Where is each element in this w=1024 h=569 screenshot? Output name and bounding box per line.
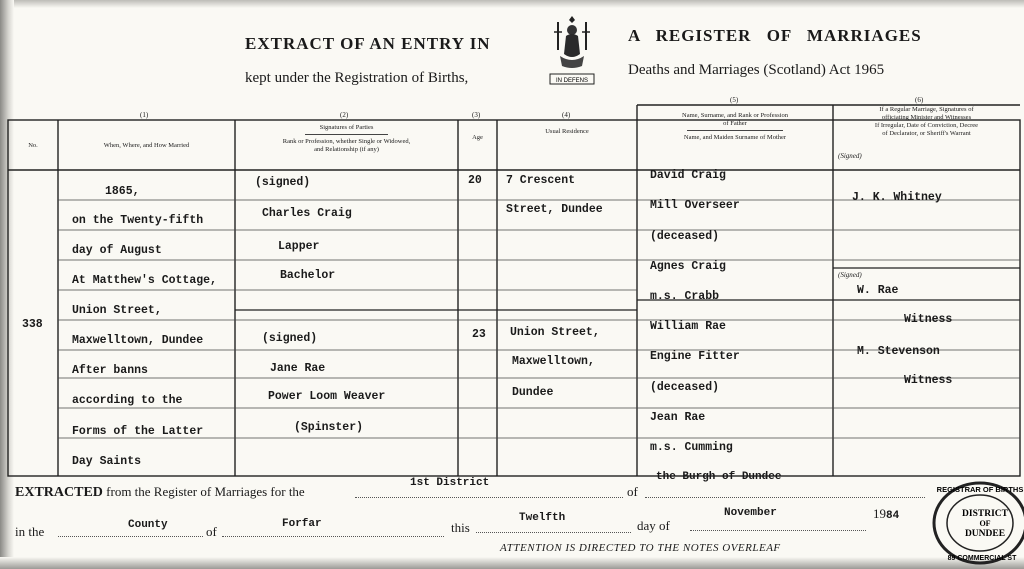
bride-mother-maiden: m.s. Cumming <box>650 441 733 454</box>
when-line: Day Saints <box>72 455 142 468</box>
bride-age: 23 <box>472 328 486 341</box>
when-line: according to the <box>72 394 183 407</box>
when-line: Maxwelltown, Dundee <box>72 334 204 347</box>
col-num-5: (5) <box>730 96 739 104</box>
bride-mother: Jean Rae <box>650 411 706 424</box>
crest-motto: IN DEFENS <box>555 78 589 84</box>
burgh-value: the Burgh of Dundee <box>656 471 782 483</box>
when-line: on the Twenty-fifth <box>72 214 204 227</box>
title-right: A REGISTER OF MARRIAGES <box>628 26 922 45</box>
groom-father: David Craig <box>650 169 726 182</box>
groom-age: 20 <box>468 174 482 187</box>
footer-day-of: day of <box>637 518 670 533</box>
groom-father-status: (deceased) <box>650 230 720 243</box>
footer-year: 1984 <box>873 506 900 522</box>
header-signatures: Signatures of Parties Rank or Profession, whether Single or Widowed, and Relationship (if any) <box>282 124 411 153</box>
stamp-line2: OF <box>979 519 991 528</box>
bride-father: William Rae <box>650 320 726 333</box>
footer-extracted: EXTRACTED from the Register of Marriages for the <box>15 484 305 500</box>
witness1-name: W. Rae <box>857 284 899 297</box>
district-value: 1st District <box>410 477 490 489</box>
bride-residence-line: Dundee <box>512 386 554 399</box>
witness1-label: Witness <box>904 313 953 326</box>
header-when: When, Where, and How Married <box>103 142 190 149</box>
footer-of-2: of <box>206 524 217 539</box>
col-num-6: (6) <box>915 96 924 104</box>
witness2-label: Witness <box>904 374 953 387</box>
bride-name: Jane Rae <box>270 362 326 375</box>
bride-father-status: (deceased) <box>650 381 720 394</box>
header-officiant: If a Regular Marriage, Signatures of officiating Minister and Witnesses If Irregular, Date of Conviction, Decree of Declarator, or Sheriff's Warrant <box>874 106 979 137</box>
witness-signed-label: (Signed) <box>838 271 862 279</box>
stamp-top: REGISTRAR OF BIRTHS <box>936 485 1024 494</box>
county-name-value: Forfar <box>282 518 322 530</box>
col-num-1: (1) <box>140 111 149 119</box>
when-line: 1865, <box>105 185 140 198</box>
header-parents: Name, Surname, and Rank or Profession of Father Name, and Maiden Surname of Mother <box>682 112 788 141</box>
stamp-line3: DUNDEE <box>964 529 1006 539</box>
stamp-bottom: 89 COMMERCIAL ST <box>947 555 1017 562</box>
bride-line: Power Loom Weaver <box>268 390 386 403</box>
groom-father-occupation: Mill Overseer <box>650 199 740 212</box>
bride-residence-line: Union Street, <box>510 326 600 339</box>
when-line: After banns <box>72 364 148 377</box>
title-left: EXTRACT OF AN ENTRY IN <box>245 34 491 53</box>
groom-line: Bachelor <box>280 269 336 282</box>
groom-name: Charles Craig <box>262 207 352 220</box>
subtitle-right: Deaths and Marriages (Scotland) Act 1965 <box>628 62 885 78</box>
entry-number: 338 <box>22 318 43 331</box>
stamp-line1: DISTRICT <box>962 509 1008 519</box>
bride-line: (Spinster) <box>294 421 364 434</box>
footer-of-1: of <box>627 484 638 499</box>
groom-residence-line: 7 Crescent <box>506 174 576 187</box>
header-age: Age <box>472 134 483 141</box>
officiant-name: J. K. Whitney <box>852 191 942 204</box>
bride-father-occupation: Engine Fitter <box>650 350 740 363</box>
when-line: Forms of the Latter <box>72 425 204 438</box>
witness2-name: M. Stevenson <box>857 345 940 358</box>
col-num-3: (3) <box>472 111 481 119</box>
officiant-signed-label: (Signed) <box>838 152 862 160</box>
day-value: Twelfth <box>519 512 566 524</box>
bride-line: (signed) <box>262 332 318 345</box>
footer-this: this <box>451 520 470 535</box>
groom-line: Lapper <box>278 240 320 253</box>
groom-line: (signed) <box>255 176 311 189</box>
registrar-stamp-icon <box>930 478 1024 568</box>
groom-residence-line: Street, Dundee <box>506 203 603 216</box>
county-value: County <box>128 519 168 531</box>
bride-residence-line: Maxwelltown, <box>512 355 595 368</box>
when-line: day of August <box>72 244 162 257</box>
groom-mother: Agnes Craig <box>650 260 726 273</box>
when-line: Union Street, <box>72 304 162 317</box>
footer-in-the: in the <box>15 524 45 539</box>
col-num-2: (2) <box>340 111 349 119</box>
month-value: November <box>724 507 777 519</box>
header-residence: Usual Residence <box>545 128 589 135</box>
col-num-4: (4) <box>562 111 571 119</box>
header-no: No. <box>28 142 38 149</box>
groom-mother-maiden: m.s. Crabb <box>650 290 720 303</box>
when-line: At Matthew's Cottage, <box>72 274 217 287</box>
subtitle-left: kept under the Registration of Births, <box>245 70 469 86</box>
attention-note: ATTENTION IS DIRECTED TO THE NOTES OVERLEAF <box>500 542 781 554</box>
